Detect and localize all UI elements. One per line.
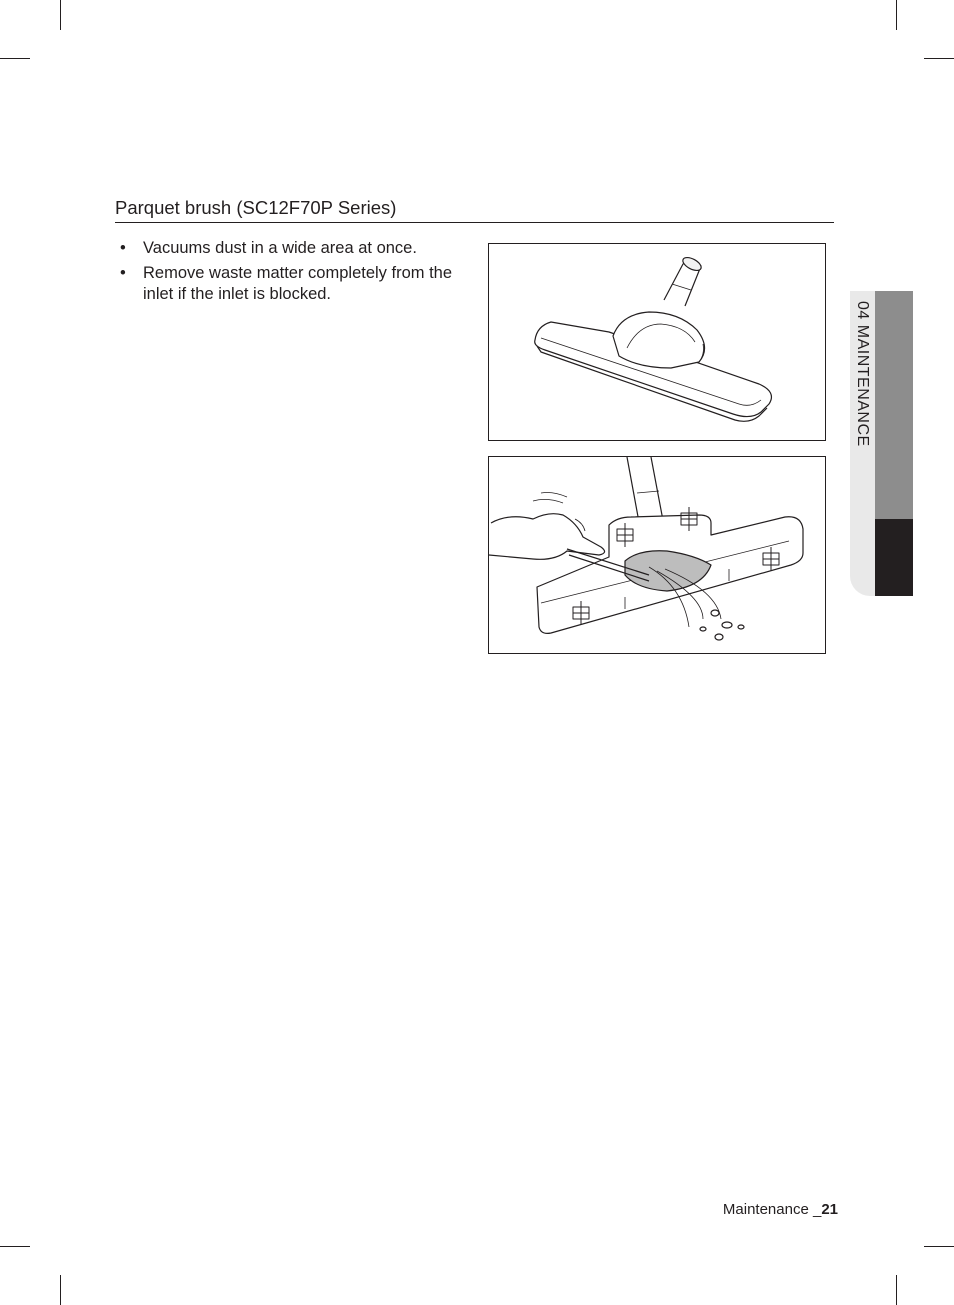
crop-mark-bottom-right-h bbox=[924, 1246, 954, 1247]
crop-mark-bottom-left-v bbox=[60, 1275, 61, 1305]
section-title: Parquet brush (SC12F70P Series) bbox=[115, 197, 397, 218]
crop-mark-top-right-h bbox=[924, 58, 954, 59]
clearing-blocked-inlet-illustration bbox=[489, 457, 825, 653]
bullet-list bbox=[115, 238, 480, 309]
bullet-marker: • bbox=[120, 239, 126, 257]
crop-mark-top-left-v bbox=[60, 0, 61, 30]
page-number: 21 bbox=[821, 1201, 838, 1218]
crop-mark-top-right-v bbox=[896, 0, 897, 30]
footer-prefix: Maintenance _ bbox=[722, 1201, 822, 1218]
side-tab-mid bbox=[875, 291, 913, 519]
bullet-text: Remove waste matter completely from the inlet if the inlet is blocked. bbox=[143, 264, 453, 303]
side-tab-label: 04 MAINTENANCE bbox=[854, 301, 871, 447]
parquet-brush-figure bbox=[488, 243, 826, 441]
crop-mark-bottom-left-h bbox=[0, 1246, 30, 1247]
bullet-text: Vacuums dust in a wide area at once. bbox=[143, 239, 417, 257]
title-divider bbox=[115, 222, 834, 223]
clearing-inlet-figure bbox=[488, 456, 826, 654]
crop-mark-bottom-right-v bbox=[896, 1275, 897, 1305]
page-footer bbox=[723, 1201, 838, 1218]
bullet-item bbox=[115, 263, 480, 305]
bullet-marker: • bbox=[120, 264, 126, 282]
chapter-side-tab bbox=[850, 291, 913, 596]
side-tab-dark bbox=[875, 519, 913, 596]
crop-mark-top-left-h bbox=[0, 58, 30, 59]
bullet-item bbox=[115, 238, 480, 259]
parquet-brush-illustration bbox=[489, 244, 825, 440]
